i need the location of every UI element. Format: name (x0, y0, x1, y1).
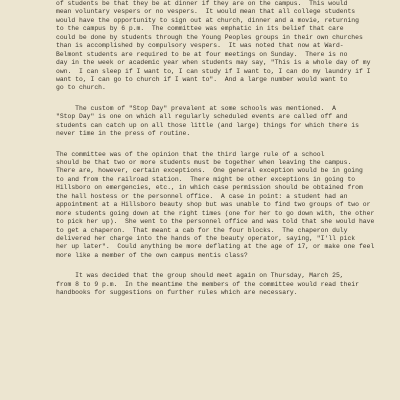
paragraph-gap (56, 93, 386, 105)
text-line: delivered her charge into the hands of the beauty operator, saying, "I'll pick (56, 234, 356, 242)
text-line: mean voluntary vespers or no vespers. It would mean that all college students (56, 8, 356, 16)
paragraph-gap (56, 139, 386, 151)
document-text (56, 0, 386, 298)
text-line: never time in the press of routine. (56, 130, 191, 138)
text-line: It was decided that the group should meet again on Thursday, March 25, (56, 272, 344, 280)
text-line: own. I can sleep if I want to, I can study if I want to, I can do my laundry if I (56, 67, 371, 75)
text-line: appointment at a Hillsboro beauty shop but was unable to find two groups of two or (56, 201, 371, 209)
text-line: Hillsboro on emergencies, etc., in which case permission should be obtained from (56, 184, 363, 192)
text-line: of students be that they be at dinner if they are on the campus. This would (56, 0, 348, 7)
text-line: Belmont students are required to be at four meetings on Sunday. There is no (56, 50, 348, 58)
text-line: to get a chaperon. That meant a cab for the four blocks. The chaperon duly (56, 226, 348, 234)
text-line: to pick her up). She went to the personnel office and was told that she would have (56, 218, 375, 226)
paragraph-3 (56, 151, 386, 261)
paragraph-2 (56, 105, 386, 139)
text-line: could be done by students through the Young Peoples groups in their own churches (56, 33, 363, 41)
text-line: There are, however, certain exceptions. One general exception would be in going (56, 167, 363, 175)
text-line: go to church. (56, 84, 106, 92)
text-line: the hall hostess or the personnel office. A case in point: a student had an (56, 192, 348, 200)
text-line: more like a member of the own campus mentis class? (56, 251, 248, 259)
text-line: should be that two or more students must be together when leaving the campus. (56, 159, 352, 166)
text-line: to the campus by 6 p.m. The committee was emphatic in its belief that care (56, 25, 344, 33)
text-line: to and from the railroad station. There might be other exceptions in going to (56, 175, 356, 183)
text-line: from 8 to 9 p.m. In the meantime the members of the committee would read their (56, 280, 359, 288)
text-line: would have the opportunity to sign out at church, dinner and a movie, returning (56, 16, 359, 24)
text-line: The committee was of the opinion that the third large rule of a school (56, 150, 325, 158)
text-line: day in the week or academic year when students may say, "This is a whole day of my (56, 59, 371, 67)
paragraph-1 (56, 0, 386, 93)
text-line: her up later". Could anything be more deflating at the age of 17, or make one feel (56, 243, 375, 251)
paragraph-4 (56, 272, 386, 297)
text-line: "Stop Day" is one on which all regularly scheduled events are called off and (56, 113, 348, 121)
text-line: handbooks for suggestions on further rules which are necessary. (56, 289, 298, 297)
text-line: want to, I can go to church if I want to". And a large number would want to (56, 75, 348, 83)
text-line: than is accomplished by compulsory vespers. It was noted that now at Ward- (56, 42, 344, 50)
paragraph-gap (56, 260, 386, 272)
text-line: The custom of "Stop Day" prevalent at some schools was mentioned. A (56, 104, 336, 112)
text-line: more students going down at the right times (one for her to go down with, the other (56, 209, 375, 217)
text-line: students can catch up on all those little (and large) things for which there is (56, 121, 359, 129)
